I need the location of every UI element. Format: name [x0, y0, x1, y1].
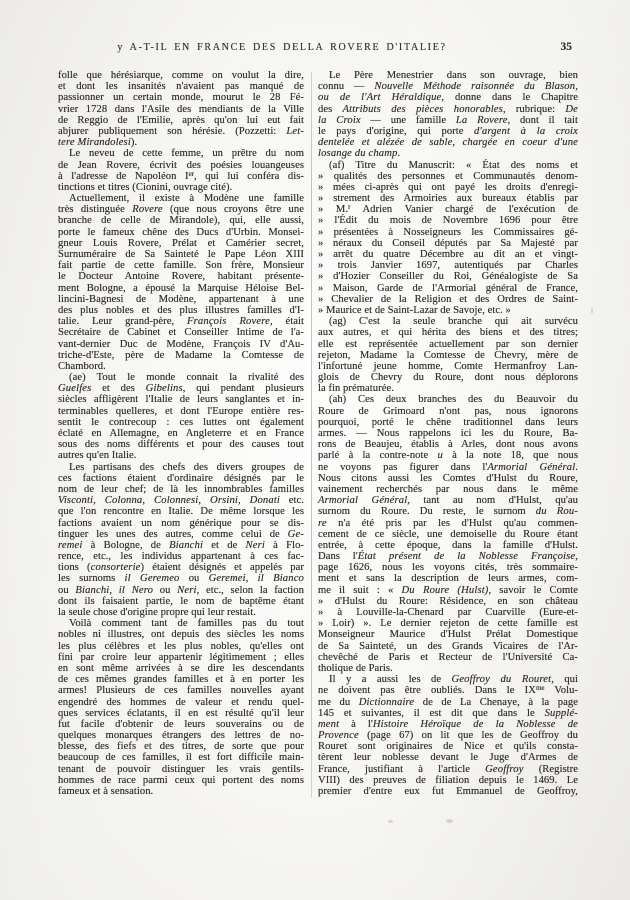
scan-speck [446, 819, 453, 823]
text-line: rons de Beaujeu, établis à Arles, dont nous avons [318, 439, 578, 451]
text-line: à l'adresse de Napoléon Ier, qui lui conféra dis- [58, 169, 304, 182]
text-line: dentelée et alézée de sable, chargée en coeur d'une [318, 137, 578, 149]
text-line: Guelfes et des Gibelins, qui pendant plusieurs [58, 383, 304, 395]
text-line: fameux et à sensation. [58, 786, 154, 797]
text-line: nobles ni illustres, ont depuis des siècles les noms [58, 629, 304, 641]
text-line: rence, etc., les individus appartenant à ces fac- [58, 551, 304, 563]
text-line: hommes de race parmi ceux qui portent des noms [58, 774, 304, 786]
text-line: ou de l'Art Héraldique, donne dans le Chapitre [318, 92, 578, 104]
text-line: sous des noms différents et pour des causes tout [58, 439, 304, 451]
text-line: le Docteur Antoine Rovere, habitant présente- [58, 271, 304, 283]
text-line: armes. — Nous rappelons ici les du Roure, Ba- [318, 428, 578, 439]
text-line: ques services éclatants, il en est résulté qu'il leur [58, 707, 304, 719]
text-line: folle que hérésiarque, comme on voulut la dire, [58, 70, 304, 81]
text-line: l'infortuné jeune homme, Comte Hermanfroy Lan- [318, 360, 578, 372]
text-line: » d'Hozier Conseiller du Roi, Généalogiste de Sa [318, 271, 578, 283]
text-line: dont ils faisaient partie, le nom de baptême étant [58, 595, 304, 607]
scan-speck [591, 308, 593, 314]
text-line: la Croix — une famille La Rovere, dont il tait [318, 114, 578, 126]
text-line: de Sa Sainteté, un des Grands Vicaires de l'Ar- [318, 640, 578, 652]
column-divider [311, 72, 312, 798]
paragraph [58, 372, 304, 462]
text-line: » arrêt du quatre Décembre au dit an et vingt- [318, 249, 578, 260]
text-line: tèrent leur noblesse devant le Juge d'Armes de [318, 752, 578, 764]
text-line: en sont même arrivées à se dire les descendants [58, 662, 304, 674]
text-line: VIII) des preuves de filiation depuis le 1469. Le [318, 774, 578, 786]
text-line: losange du champ. [318, 148, 401, 160]
text-line: ne doivent pas être oubliés. Dans le $IX^{me}$ Volu- [318, 684, 579, 697]
paragraph [58, 462, 304, 619]
text-line: des Attributs des pièces honorables, rubrique: De [318, 103, 578, 115]
text-line: factions avaient un nom générique pour se dis- [58, 517, 304, 529]
text-line: tinctions et titres (Cionini, ouvrage cité). [58, 181, 233, 193]
text-line: cement de ce siècle, une demoiselle du Roure étant [318, 528, 578, 540]
text-line: la fin prématurée. [318, 383, 394, 395]
text-line: me il suit : « Du Roure (Hulst), savoir le Comte [318, 584, 578, 596]
text-line: ces factions étaient d'ordinaire désignés par le [58, 472, 304, 484]
text-line: armes! Plusieurs de ces familles nouvelles ayant [58, 685, 304, 697]
text-line: Nous citons aussi les Comtes d'Hulst du Roure, [318, 472, 578, 484]
text-line: (af) Titre du Manuscrit: « État des noms et [329, 159, 578, 171]
text-line: vant-dernier Duc de Modène, François IV d'Au- [58, 338, 304, 350]
text-line: Rouret sont originaires de Nice et qu'ils consta- [318, 741, 578, 753]
text-line: engendré des hommes de valeur et rendu quel- [58, 696, 304, 708]
text-line: et dont les insanités n'avaient pas manqué de [58, 81, 304, 93]
paragraph [58, 618, 304, 797]
text-line: glois de Chevry du Roure, dont nous déplorons [318, 372, 578, 384]
text-line: Dans l'État présent de la Noblesse Françoise, [318, 551, 578, 563]
text-line: des plus nobles et des plus illustres familles d'I- [58, 304, 304, 316]
text-line: le pays d'origine, qui porte d'argent à la croix [318, 125, 578, 137]
text-line: très distinguée Rovere (que nous croyons être une [58, 204, 305, 216]
text-line: la seule chose d'origine propre qui leur restait. [58, 607, 256, 618]
text-line: autres qu'en Italie. [58, 450, 137, 462]
text-line: remei à Bologne, de Bianchi et de Neri à Flo- [58, 539, 304, 551]
text-line: siècles affligèrent l'Italie de leurs sanglantes et in- [58, 394, 304, 406]
running-head: y A-T-IL EN FRANCE DES DELLA ROVERE D'ITALIE? [117, 42, 447, 53]
text-line: de Reggio de l'Emilie, après qu'on lui eut fait [58, 114, 304, 126]
text-line: » d'Hulst du Roure: Résidence, en son château [318, 595, 578, 607]
text-line: ne voyons pas figurer dans l'Armorial Général. [318, 461, 578, 473]
text-line: rejeton, Madame la Comtesse de Chevry, mère de [318, 349, 578, 361]
text-line: page 1626, nous les voyons cités, très sommaire- [318, 562, 578, 574]
text-line: de ces mêmes grandes familles et à en porter les [58, 674, 304, 686]
text-line: surnom du Roure. Du reste, le surnom du Rou- [318, 506, 578, 518]
text-line: premier d'entre eux fut Emmanuel de Geoffroy, [318, 786, 578, 797]
text-line: talie. Leur grand-père, François Rovere, était [58, 316, 304, 328]
text-line: » l'Édit du mois de Novembre 1696 pour être [318, 215, 578, 227]
text-line: chevêché de Paris et Recteur de l'Université Ca- [318, 651, 578, 663]
right-column [318, 70, 578, 797]
text-line: » présentées à Nosseigneurs les Commissaires gé- [318, 226, 578, 238]
text-line: fini par croire leur appartenir légitimement ; elles [58, 651, 304, 663]
paragraph [58, 70, 304, 148]
text-line: abjurer publiquement son hérésie. (Pozzetti: Let- [58, 125, 304, 137]
text-line: Voilà comment tant de familles pas du tout [69, 618, 304, 630]
text-line: ment Bologne, a épousé la Marquise Héloise Bel- [58, 282, 304, 294]
text-line: entrée, à cette époque, dans la famille d'Hulst. [318, 539, 578, 551]
text-line: tinguer les unes des autres, comme celui de Ge- [58, 528, 304, 540]
text-line: Monseigneur Maurice d'Hulst Prélat Domestique [318, 629, 578, 641]
text-line: tions (consorterie) étaient désignés et appelés par [58, 562, 304, 574]
paragraph [318, 316, 578, 394]
page-number: 35 [560, 41, 572, 53]
text-line: sentit le contrecoup : ces luttes ont également [58, 416, 304, 428]
text-line: les surnoms il Geremeo ou Geremei, il Bianco [58, 573, 305, 585]
text-line: (ae) Tout le monde connait la rivalité des [69, 372, 304, 384]
text-line: porte le fameux chêne des Ducs d'Urbin. Monsei- [58, 226, 304, 238]
text-line: (ag) C'est la seule branche qui ait survécu [329, 316, 578, 328]
text-line: pourquoi, porté le chêne traditionnel dans leurs [318, 416, 578, 428]
scan-speck [388, 820, 393, 823]
text-line: vrier 1728 dans l'Asile des mendiants de la Ville [58, 103, 304, 115]
text-line: 145 et suivantes, il est dit que dans le Supplé- [318, 707, 578, 719]
text-line: » mées ci-après qui ont payé les droits d'enregi- [318, 181, 578, 193]
text-line: parlé à la contre-note u à la note 18, que nous [318, 450, 578, 462]
text-line: me du Dictionnaire de de La Chenaye, à la page [318, 696, 579, 708]
text-line: aux autres, et qui hérita des biens et des titres; [318, 327, 578, 339]
paragraph [58, 148, 304, 193]
text-line: blesse, des fiefs et des titres, de sorte que pour [58, 741, 304, 753]
text-line: tere Mirandolesi). [58, 137, 138, 149]
text-line: Actuellement, il existe à Modène une famille [69, 193, 304, 205]
text-line: ment à l'Histoire Héroïque de la Noblesse de [318, 718, 578, 730]
text-line: Armorial Général, tant au nom d'Hulst, qu'au [318, 495, 578, 507]
text-line: Il y a aussi les de Geoffroy du Rouret, qui [329, 674, 579, 686]
text-line: » Maison, Garde de l'Armorial général de France, [318, 282, 578, 294]
text-line: que l'on rencontre en Italie. De même lorsque les [58, 506, 304, 518]
text-line: tholique de Paris. [318, 662, 393, 674]
paragraph [58, 193, 304, 372]
text-line: branche de celle de Mirandole), qui, elle aussi, [58, 215, 304, 227]
text-line: fut facile d'obtenir de leurs souverains ou de [58, 718, 304, 730]
text-line: gneur Louis Rovere, Prélat et Camérier secret, [58, 237, 304, 249]
text-line: » néraux du Conseil députés par Sa Majesté par [318, 237, 578, 249]
text-line: Chambord. [58, 360, 106, 372]
text-line: Le neveu de cette femme, un prêtre du nom [69, 148, 304, 160]
paragraph [318, 394, 578, 674]
paragraph [318, 70, 578, 160]
text-line: » à Louville-la-Chenard par Cuarville (Eure-et- [318, 607, 578, 618]
text-line: (ah) Ces deux branches des du Beauvoir du [329, 394, 578, 406]
text-line: fait partie de cette famille. Son frère, Monsieur [58, 260, 304, 272]
text-line: connu — Nouvelle Méthode raisonnée du Blason, [318, 81, 579, 93]
paragraph [318, 674, 578, 797]
text-line: ment et sans la description de leurs armes, com- [318, 573, 578, 585]
text-line: » strement des Armoiries aux bureaux établis par [318, 193, 578, 205]
text-line: » M.$^r$ Adrien Vanier chargé de l'exécution de [318, 203, 578, 216]
text-line: Provence (page 67) on lit que les de Geoffroy du [318, 730, 578, 742]
paragraph [318, 160, 578, 317]
text-line: » trois Janvier 1697, autentiqués par Charles [318, 260, 578, 272]
text-line: Le Père Menestrier dans son ouvrage, bien [329, 70, 578, 81]
text-line: lincini-Bagnesi de Modène, appartenant à une [58, 293, 304, 305]
text-line: » Chevalier de la Religion et des Ordres de Saint- [318, 293, 578, 305]
text-line: terminables quelleres, et dont l'Europe entière res- [58, 405, 304, 417]
text-line: quelques monarques étrangers des lettres de no- [58, 730, 304, 742]
text-line: re n'a été pris par les d'Hulst qu'au commen- [318, 517, 578, 529]
text-line: les plus célèbres et les plus nobles, qu'elles ont [58, 640, 304, 652]
text-line: elle est représentée actuellement par son dernier [318, 338, 578, 350]
text-line: tenant de pouvoir distinguer les vrais gentils- [58, 763, 304, 775]
text-line: Les partisans des chefs des divers groupes de [69, 461, 304, 473]
text-line: triche-d'Este, père de Madame la Comtesse de [58, 349, 304, 361]
text-line: Visconti, Colonna, Colonnesi, Orsini, Donati etc. [58, 495, 304, 507]
left-column [58, 70, 304, 797]
text-line: vainement recherchés par nous dans le même [318, 483, 578, 495]
text-line: Roure de Grimoard n'ont pas, nous ignorons [318, 405, 578, 417]
text-line: ou Bianchi, il Nero ou Neri, etc., selon la faction [58, 584, 304, 596]
text-line: nom de leur chef; de là les innombrables familles [58, 483, 304, 495]
text-line: » Loir) ». Le dernier rejeton de cette famille est [318, 618, 578, 630]
text-line: France, justifiant à l'article Geoffroy (Registre [318, 763, 579, 775]
text-line: » Maurice et de Saint-Lazar de Savoje, etc. » [318, 304, 511, 316]
text-line: beaucoup de ces familles, il est fort difficile main- [58, 752, 304, 764]
text-line: Surnuméraire de Sa Sainteté le Pape Léon XIII [58, 249, 304, 260]
text-line: passionner un certain monde, mourut le 28 Fé- [58, 92, 304, 104]
text-line: Secrétaire de Cabinet et Conseiller Intime de l'a- [58, 327, 304, 339]
text-line: » qualités des personnes et Communautés denom- [318, 170, 578, 182]
text-line: de Jean Rovere, écrivit des poésies louangeuses [58, 159, 304, 171]
text-line: éclaté en Allemagne, en Angleterre et en France [58, 428, 304, 439]
